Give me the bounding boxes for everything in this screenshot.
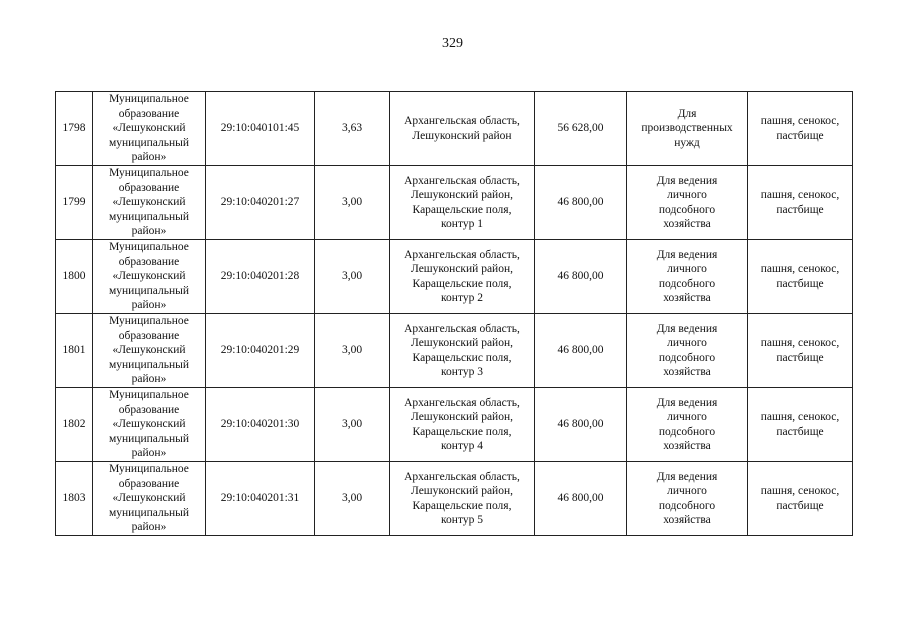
cell-land-type: пашня, сенокос, пастбище	[748, 166, 853, 240]
cell-row-number: 1798	[56, 92, 93, 166]
cell-location: Архангельская область, Лешуконский район, Каращельские поля, контур 5	[390, 462, 535, 536]
cell-cadastral-value: 46 800,00	[535, 240, 627, 314]
cell-row-number: 1799	[56, 166, 93, 240]
table-row	[56, 92, 853, 166]
cell-location: Архангельская область, Лешуконский район	[390, 92, 535, 166]
cell-permitted-use: Для ведения личного подсобного хозяйства	[627, 314, 748, 388]
cell-land-type: пашня, сенокос, пастбище	[748, 388, 853, 462]
table-row	[56, 462, 853, 536]
cell-location: Архангельская область, Лешуконский район, Каращельские поля, контур 1	[390, 166, 535, 240]
cell-cadastral-value: 46 800,00	[535, 388, 627, 462]
cell-permitted-use: Для производственных нужд	[627, 92, 748, 166]
cell-land-type: пашня, сенокос, пастбище	[748, 314, 853, 388]
cell-land-type: пашня, сенокос, пастбище	[748, 92, 853, 166]
cell-row-number: 1802	[56, 388, 93, 462]
table-row	[56, 314, 853, 388]
cell-owner: Муниципальное образование «Лешуконский муниципальный район»	[93, 314, 206, 388]
cell-location: Архангельская область, Лешуконский район, Каращельскис поля, контур 3	[390, 314, 535, 388]
cell-area: 3,00	[315, 314, 390, 388]
cell-cadastral-value: 46 800,00	[535, 462, 627, 536]
cell-land-type: пашня, сенокос, пастбище	[748, 240, 853, 314]
cell-permitted-use: Для ведения личного подсобного хозяйства	[627, 388, 748, 462]
cell-owner: Муниципальное образование «Лешуконский муниципальный район»	[93, 92, 206, 166]
cell-area: 3,00	[315, 166, 390, 240]
cell-cadastral-value: 46 800,00	[535, 314, 627, 388]
table-row	[56, 388, 853, 462]
cell-row-number: 1801	[56, 314, 93, 388]
cell-area: 3,00	[315, 240, 390, 314]
cell-owner: Муниципальное образование «Лешуконский муниципальный район»	[93, 240, 206, 314]
land-registry-table	[55, 91, 853, 536]
cell-cadastral-number: 29:10:040201:31	[206, 462, 315, 536]
page-number: 329	[442, 36, 463, 51]
cell-cadastral-number: 29:10:040201:28	[206, 240, 315, 314]
cell-cadastral-number: 29:10:040201:30	[206, 388, 315, 462]
cell-owner: Муниципальное образование «Лешуконский муниципальный район»	[93, 166, 206, 240]
cell-land-type: пашня, сенокос, пастбище	[748, 462, 853, 536]
table-row	[56, 240, 853, 314]
cell-row-number: 1800	[56, 240, 93, 314]
cell-location: Архангельская область, Лешуконский район, Каращельские поля, контур 2	[390, 240, 535, 314]
table-row	[56, 166, 853, 240]
cell-owner: Муниципальное образование «Лешуконский муниципальный район»	[93, 462, 206, 536]
cell-cadastral-number: 29:10:040101:45	[206, 92, 315, 166]
cell-area: 3,00	[315, 388, 390, 462]
cell-cadastral-value: 56 628,00	[535, 92, 627, 166]
cell-row-number: 1803	[56, 462, 93, 536]
cell-location: Архангельская область, Лешуконский район, Каращельские поля, контур 4	[390, 388, 535, 462]
cell-permitted-use: Для ведения личного подсобного хозяйства	[627, 462, 748, 536]
cell-owner: Муниципальное образование «Лешуконский муниципальный район»	[93, 388, 206, 462]
cell-area: 3,63	[315, 92, 390, 166]
cell-permitted-use: Для ведения личного подсобного хозяйства	[627, 166, 748, 240]
cell-area: 3,00	[315, 462, 390, 536]
cell-cadastral-number: 29:10:040201:29	[206, 314, 315, 388]
cell-permitted-use: Для ведения личного подсобного хозяйства	[627, 240, 748, 314]
cell-cadastral-number: 29:10:040201:27	[206, 166, 315, 240]
cell-cadastral-value: 46 800,00	[535, 166, 627, 240]
